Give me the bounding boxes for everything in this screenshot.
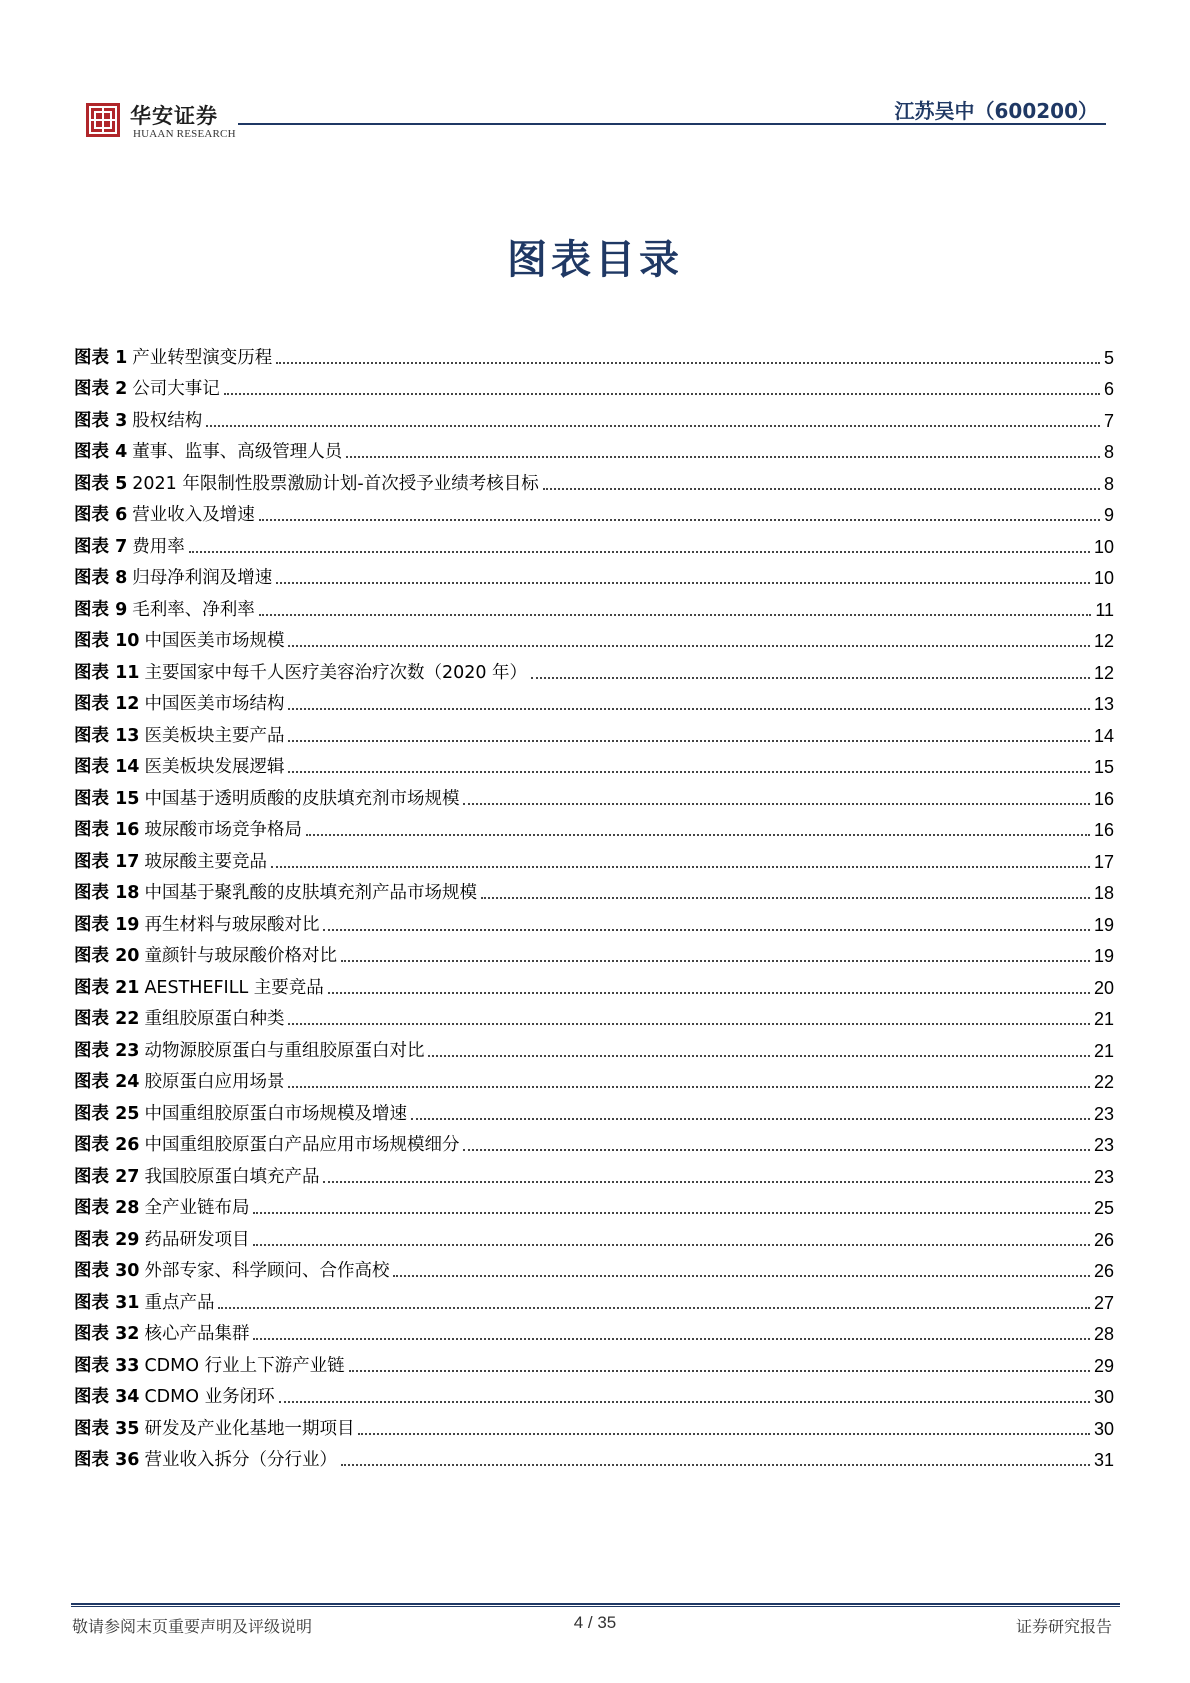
toc-entry-title: 医美板块主要产品 (144, 725, 285, 746)
toc-dot-leader (218, 1306, 1090, 1309)
toc-entry-label: 图表 4 (74, 442, 128, 462)
toc-entry-page: 10 (1093, 568, 1114, 588)
toc-entry[interactable] (74, 841, 1114, 873)
toc-entry[interactable] (74, 967, 1114, 999)
toc-dot-leader (328, 991, 1090, 994)
toc-entry-label: 图表 6 (74, 505, 128, 525)
toc-entry-title: 中国医美市场规模 (144, 631, 285, 651)
brand-name-en: HUAAN RESEARCH (133, 128, 236, 140)
toc-entry-page: 13 (1093, 694, 1114, 714)
toc-entry-title: 重点产品 (144, 1292, 215, 1313)
toc-entry[interactable] (74, 1314, 1114, 1346)
toc-entry-page: 18 (1093, 883, 1114, 903)
toc-entry-title: 重组胶原蛋白种类 (144, 1009, 285, 1029)
toc-entry-page: 26 (1093, 1229, 1114, 1250)
toc-entry-label: 图表 12 (74, 694, 140, 714)
toc-entry[interactable] (74, 999, 1114, 1031)
toc-entry-title: 董事、监事、高级管理人员 (132, 442, 343, 462)
toc-entry-page: 11 (1095, 599, 1114, 620)
toc-entry[interactable] (74, 1408, 1114, 1440)
huaan-logo-icon (86, 103, 120, 137)
toc-entry[interactable] (74, 1440, 1114, 1472)
toc-entry-label: 图表 26 (74, 1135, 140, 1155)
toc-entry-page: 23 (1093, 1166, 1114, 1187)
toc-entry[interactable] (74, 873, 1114, 905)
toc-entry-page: 6 (1103, 379, 1114, 399)
toc-entry-label: 图表 8 (74, 568, 128, 588)
toc-entry-label: 图表 22 (74, 1009, 140, 1029)
toc-dot-leader (276, 581, 1090, 584)
toc-entry-page: 30 (1093, 1418, 1114, 1439)
toc-dot-leader (463, 802, 1090, 805)
toc-entry[interactable] (74, 1030, 1114, 1062)
toc-entry-title: 动物源胶原蛋白与重组胶原蛋白对比 (144, 1040, 425, 1061)
toc-dot-leader (253, 1211, 1090, 1214)
toc-entry-label: 图表 25 (74, 1103, 140, 1124)
toc-entry-page: 10 (1093, 536, 1114, 557)
toc-entry-label: 图表 19 (74, 914, 140, 935)
toc-entry-title: 玻尿酸市场竞争格局 (144, 820, 302, 840)
toc-entry-page: 8 (1103, 473, 1114, 494)
toc-entry-page: 21 (1093, 1009, 1114, 1029)
toc-entry-label: 图表 21 (74, 977, 140, 998)
toc-dot-leader (323, 928, 1090, 931)
toc-dot-leader (428, 1054, 1090, 1057)
toc-dot-leader (288, 770, 1090, 773)
report-title: 江苏吴中（600200） (894, 99, 1098, 123)
toc-entry[interactable] (74, 558, 1114, 590)
toc-entry-label: 图表 34 (74, 1387, 140, 1407)
toc-dot-leader (253, 1243, 1090, 1246)
toc-entry[interactable] (74, 1125, 1114, 1157)
toc-entry[interactable] (74, 778, 1114, 810)
toc-entry-label: 图表 2 (74, 379, 128, 399)
toc-dot-leader (189, 550, 1090, 553)
toc-entry-label: 图表 3 (74, 410, 128, 431)
toc-entry-title: 归母净利润及增速 (132, 568, 273, 588)
toc-dot-leader (349, 1369, 1090, 1372)
toc-entry-label: 图表 13 (74, 725, 140, 746)
toc-entry[interactable] (74, 621, 1114, 653)
toc-entry-title: 玻尿酸主要竞品 (144, 851, 267, 872)
toc-dot-leader (224, 392, 1100, 395)
toc-dot-leader (288, 1022, 1090, 1025)
toc-entry-label: 图表 30 (74, 1261, 140, 1281)
toc-entry-title: 产业转型演变历程 (132, 347, 273, 368)
toc-entry-label: 图表 5 (74, 473, 128, 494)
toc-entry[interactable] (74, 810, 1114, 842)
toc-entry-title: 中国重组胶原蛋白市场规模及增速 (144, 1103, 407, 1124)
toc-entry-title: 中国基于透明质酸的皮肤填充剂市场规模 (144, 788, 460, 809)
toc-dot-leader (279, 1400, 1090, 1403)
toc-entry[interactable] (74, 526, 1114, 558)
toc-entry-title: 股权结构 (132, 410, 203, 431)
toc-entry-label: 图表 24 (74, 1072, 140, 1092)
toc-entry-title: 主要国家中每千人医疗美容治疗次数（2020 年） (144, 662, 528, 683)
toc-dot-leader (288, 644, 1090, 647)
toc-entry[interactable] (74, 747, 1114, 779)
toc-entry[interactable] (74, 1156, 1114, 1188)
page-title: 图表目录 (507, 236, 683, 283)
toc-entry-title: 中国重组胶原蛋白产品应用市场规模细分 (144, 1135, 460, 1155)
toc-entry-title: 中国基于聚乳酸的皮肤填充剂产品市场规模 (144, 883, 477, 903)
toc-entry-title: 营业收入及增速 (132, 505, 255, 525)
toc-entry-page: 8 (1103, 442, 1114, 462)
toc-entry-title: 毛利率、净利率 (132, 599, 255, 620)
toc-entry-label: 图表 31 (74, 1292, 140, 1313)
toc-entry-page: 19 (1093, 946, 1114, 966)
toc-entry-label: 图表 9 (74, 599, 128, 620)
toc-entry-label: 图表 27 (74, 1166, 140, 1187)
toc-entry-title: 2021 年限制性股票激励计划-首次授予业绩考核目标 (132, 473, 539, 494)
toc-entry-title: 研发及产业化基地一期项目 (144, 1418, 355, 1439)
toc-entry-label: 图表 28 (74, 1198, 140, 1218)
toc-dot-leader (306, 833, 1090, 836)
toc-dot-leader (346, 455, 1100, 458)
toc-entry-page: 16 (1093, 788, 1114, 809)
toc-entry-page: 9 (1103, 505, 1114, 525)
toc-entry-page: 29 (1093, 1355, 1114, 1376)
toc-entry-page: 19 (1093, 914, 1114, 935)
toc-dot-leader (271, 865, 1090, 868)
toc-entry[interactable] (74, 684, 1114, 716)
toc-dot-leader (259, 613, 1092, 616)
toc-entry-page: 20 (1093, 977, 1114, 998)
toc-entry[interactable] (74, 1062, 1114, 1094)
toc-entry-label: 图表 35 (74, 1418, 140, 1439)
toc-entry-page: 12 (1093, 662, 1114, 683)
toc-dot-leader (259, 518, 1100, 521)
toc-entry-title: 童颜针与玻尿酸价格对比 (144, 946, 337, 966)
toc-entry-title: 我国胶原蛋白填充产品 (144, 1166, 320, 1187)
toc-entry-page: 28 (1093, 1324, 1114, 1344)
toc-entry[interactable] (74, 1188, 1114, 1220)
toc-entry[interactable] (74, 369, 1114, 401)
toc-entry-title: 医美板块发展逻辑 (144, 757, 285, 777)
toc-dot-leader (206, 424, 1100, 427)
toc-entry-page: 23 (1093, 1135, 1114, 1155)
toc-entry-page: 25 (1093, 1198, 1114, 1218)
toc-entry-page: 23 (1093, 1103, 1114, 1124)
toc-entry-label: 图表 18 (74, 883, 140, 903)
toc-entry-label: 图表 1 (74, 347, 128, 368)
toc-entry-label: 图表 11 (74, 662, 140, 683)
toc-entry-page: 15 (1093, 757, 1114, 777)
toc-entry-label: 图表 36 (74, 1450, 140, 1470)
toc-entry-title: 胶原蛋白应用场景 (144, 1072, 285, 1092)
toc-dot-leader (288, 707, 1090, 710)
toc-dot-leader (531, 676, 1090, 679)
toc-entry-title: CDMO 业务闭环 (144, 1387, 275, 1407)
toc-dot-leader (323, 1180, 1090, 1183)
footer-disclaimer-note: 敬请参阅末页重要声明及评级说明 (72, 1617, 313, 1636)
toc-entry-title: 外部专家、科学顾问、合作高校 (144, 1261, 390, 1281)
toc-entry-title: 全产业链布局 (144, 1198, 250, 1218)
toc-entry-title: CDMO 行业上下游产业链 (144, 1355, 345, 1376)
toc-dot-leader (288, 1085, 1090, 1088)
toc-entry[interactable] (74, 904, 1114, 936)
toc-dot-leader (341, 1463, 1090, 1466)
toc-entry[interactable] (74, 1251, 1114, 1283)
toc-entry-label: 图表 17 (74, 851, 140, 872)
toc-entry[interactable] (74, 1282, 1114, 1314)
toc-dot-leader (358, 1432, 1090, 1435)
toc-entry-label: 图表 20 (74, 946, 140, 966)
toc-entry[interactable] (74, 1219, 1114, 1251)
toc-entry-title: AESTHEFILL 主要竞品 (144, 977, 324, 998)
toc-entry[interactable] (74, 936, 1114, 968)
toc-entry-title: 公司大事记 (132, 379, 220, 399)
toc-entry[interactable] (74, 652, 1114, 684)
toc-entry-label: 图表 14 (74, 757, 140, 777)
toc-entry-label: 图表 16 (74, 820, 140, 840)
footer-divider (71, 1603, 1120, 1605)
toc-entry-page: 21 (1093, 1040, 1114, 1061)
toc-entry-title: 中国医美市场结构 (144, 694, 285, 714)
toc-entry-title: 再生材料与玻尿酸对比 (144, 914, 320, 935)
toc-entry[interactable] (74, 495, 1114, 527)
toc-dot-leader (393, 1274, 1090, 1277)
toc-entry[interactable] (74, 337, 1114, 369)
toc-entry-label: 图表 10 (74, 631, 140, 651)
toc-entry[interactable] (74, 589, 1114, 621)
toc-entry-label: 图表 32 (74, 1324, 140, 1344)
footer-report-type: 证券研究报告 (1015, 1617, 1112, 1636)
toc-entry-page: 22 (1093, 1072, 1114, 1092)
toc-dot-leader (481, 896, 1090, 899)
toc-entry-page: 16 (1093, 820, 1114, 840)
toc-entry-label: 图表 7 (74, 536, 128, 557)
toc-entry-title: 药品研发项目 (144, 1229, 250, 1250)
toc-entry-label: 图表 33 (74, 1355, 140, 1376)
toc-entry-page: 7 (1103, 410, 1114, 431)
page-indicator: 4 / 35 (573, 1613, 617, 1632)
toc-dot-leader (463, 1148, 1090, 1151)
figure-index-list (74, 337, 1114, 1471)
footer-divider-thin (71, 1606, 1120, 1607)
toc-entry-page: 14 (1093, 725, 1114, 746)
toc-entry-page: 12 (1093, 631, 1114, 651)
toc-entry[interactable] (74, 1377, 1114, 1409)
toc-entry-page: 27 (1093, 1292, 1114, 1313)
toc-entry-page: 26 (1093, 1261, 1114, 1281)
toc-entry[interactable] (74, 1093, 1114, 1125)
toc-entry[interactable] (74, 1345, 1114, 1377)
toc-entry-title: 营业收入拆分（分行业） (144, 1450, 337, 1470)
toc-entry[interactable] (74, 463, 1114, 495)
toc-entry[interactable] (74, 400, 1114, 432)
toc-dot-leader (341, 959, 1090, 962)
toc-entry-label: 图表 23 (74, 1040, 140, 1061)
toc-dot-leader (253, 1337, 1090, 1340)
toc-dot-leader (276, 361, 1100, 364)
toc-entry-label: 图表 15 (74, 788, 140, 809)
toc-entry[interactable] (74, 432, 1114, 464)
toc-entry-title: 核心产品集群 (144, 1324, 250, 1344)
toc-entry-title: 费用率 (132, 536, 185, 557)
toc-dot-leader (288, 739, 1090, 742)
toc-entry-page: 5 (1103, 347, 1114, 368)
toc-entry-label: 图表 29 (74, 1229, 140, 1250)
toc-entry[interactable] (74, 715, 1114, 747)
brand-name-cn: 华安证券 (130, 103, 218, 128)
toc-entry-page: 31 (1093, 1450, 1114, 1470)
toc-dot-leader (411, 1117, 1090, 1120)
toc-dot-leader (543, 487, 1100, 490)
toc-entry-page: 30 (1093, 1387, 1114, 1407)
toc-entry-page: 17 (1093, 851, 1114, 872)
